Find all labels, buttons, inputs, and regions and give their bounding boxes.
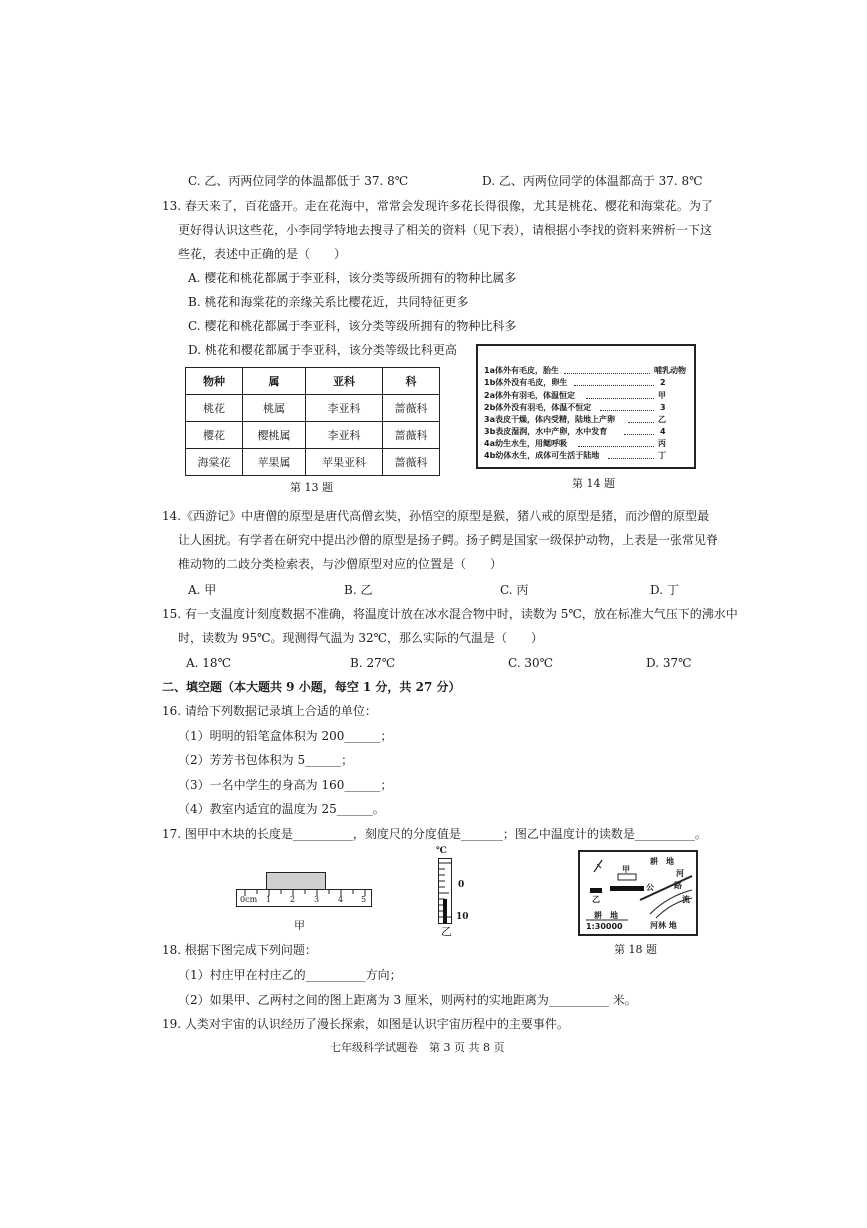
key-result: 丙 <box>658 439 666 448</box>
key-leader <box>564 367 650 374</box>
map-label-river: 流 <box>682 894 690 904</box>
key-row: 2b体外没有羽毛，体温不恒定 <box>484 403 592 412</box>
section-title: 二、填空题（本大题共 9 小题，每空 1 分，共 27 分） <box>162 680 461 694</box>
map-label-farmland: 耕 地 <box>650 856 674 866</box>
ruler-figure <box>236 872 372 906</box>
table-header-cell: 亚科 <box>306 368 383 395</box>
q15-stem-line2: 时，读数为 95℃。现测得气温为 32℃，那么实际的气温是（ ） <box>178 631 544 645</box>
table-cell: 樱花 <box>186 422 243 449</box>
q13-option-c: C. 樱花和桃花都属于李亚科，该分类等级所拥有的物种比科多 <box>188 319 517 333</box>
table-cell: 桃花 <box>186 395 243 422</box>
q15-option-b: B. 27℃ <box>350 656 396 670</box>
map-label-road: 公 <box>646 882 654 892</box>
q16-item: （2）芳芳书包体积为 5______； <box>178 753 354 767</box>
map-label-road: 路 <box>674 880 682 890</box>
thermometer-tube <box>438 858 452 924</box>
q16-stem: 16. 请给下列数据记录填上合适的单位： <box>162 704 377 718</box>
q16-item: （1）明明的铅笔盒体积为 200______； <box>178 729 393 743</box>
q14-option-c: C. 丙 <box>500 583 529 597</box>
table-cell: 苹果亚科 <box>306 449 383 476</box>
q16-item: （4）教室内适宜的温度为 25______。 <box>178 802 385 816</box>
map-figure <box>578 850 698 936</box>
key-result: 哺乳动物 <box>654 366 686 375</box>
key-result: 甲 <box>658 391 666 400</box>
q13-option-a: A. 樱花和桃花都属于李亚科，该分类等级所拥有的物种比属多 <box>188 271 517 285</box>
q18-caption: 第 18 题 <box>614 943 657 956</box>
key-leader <box>608 452 654 459</box>
ruler-tick-label: 2 <box>290 895 296 904</box>
q13-stem-line2: 更好得认识这些花，小李同学特地去搜寻了相关的资料（见下表），请根据小李找的资料来辨析一下这 <box>178 223 713 237</box>
key-row: 2a体外有羽毛，体温恒定 <box>484 391 575 400</box>
q12-option-c: C. 乙、丙两位同学的体温都低于 37. 8℃ <box>188 174 409 188</box>
q13-caption: 第 13 题 <box>290 481 333 494</box>
key-row: 4a幼生水生，用鳃呼吸 <box>484 439 567 448</box>
table-header-row <box>186 368 440 395</box>
map-label-river: 河 <box>676 868 684 878</box>
wood-block <box>266 872 326 890</box>
table-cell: 海棠花 <box>186 449 243 476</box>
q13-option-b: B. 桃花和海棠花的亲缘关系比樱花近，共同特征更多 <box>188 295 469 309</box>
q18-item2: （2）如果甲、乙两村之间的图上距离为 3 厘米，则两村的实地距离为__________ 米。 <box>178 993 637 1007</box>
ruler-tick-label: 1 <box>266 895 272 904</box>
ruler-tick-label: 4 <box>338 895 344 904</box>
table-cell: 李亚科 <box>306 422 383 449</box>
table-cell: 蔷薇科 <box>383 395 440 422</box>
q14-dichotomous-key <box>476 344 696 469</box>
thermo-scale <box>439 859 451 923</box>
ruler-tick-label: 0cm <box>240 895 258 904</box>
q14-option-a: A. 甲 <box>188 583 217 597</box>
key-result: 丁 <box>658 451 666 460</box>
key-leader <box>600 404 654 411</box>
q13-stem-line1: 13. 春天来了，百花盛开。走在花海中，常常会发现许多花长得很像，尤其是桃花、樱花和海棠花。为了 <box>162 199 713 213</box>
key-result: 乙 <box>658 415 666 424</box>
thermometer-figure <box>430 846 480 926</box>
key-row: 1a体外有毛皮，胎生 <box>484 366 559 375</box>
key-leader <box>578 440 654 447</box>
key-leader <box>628 416 654 423</box>
key-row: 1b体外没有毛皮，卵生 <box>484 378 568 387</box>
map-label-village-a: 甲 <box>622 864 630 874</box>
ruler-tick-label: 3 <box>314 895 320 904</box>
q14-stem-line2: 让人困扰。有学者在研究中提出沙僧的原型是扬子鳄。扬子鳄是国家一级保护动物，上表是一张常见脊 <box>178 533 719 547</box>
q15-option-c: C. 30℃ <box>508 656 554 670</box>
table-cell: 樱桃属 <box>243 422 306 449</box>
table-header-cell: 属 <box>243 368 306 395</box>
key-row: 3a表皮干燥，体内受精，陆地上产卵 <box>484 415 615 424</box>
thermo-unit: ℃ <box>436 846 447 856</box>
q14-option-d: D. 丁 <box>650 583 679 597</box>
q13-stem-line3: 些花，表述中正确的是（ ） <box>178 247 347 261</box>
table-cell: 桃属 <box>243 395 306 422</box>
q15-option-a: A. 18℃ <box>186 656 231 670</box>
map-label-farmland: 耕 地 <box>594 910 618 920</box>
map-label-forest: 河林 地 <box>650 920 677 930</box>
table-row <box>186 449 440 476</box>
table-cell: 蔷薇科 <box>383 449 440 476</box>
q14-option-b: B. 乙 <box>344 583 373 597</box>
q15-option-d: D. 37℃ <box>646 656 692 670</box>
q13-option-d: D. 桃花和樱花都属于李亚科，该分类等级比科更高 <box>188 343 457 357</box>
q17-stem: 17. 图甲中木块的长度是__________，刻度尺的分度值是_______；图乙中温度计的读数是__________。 <box>162 827 707 841</box>
key-result: 3 <box>660 403 666 412</box>
key-result: 2 <box>660 378 666 387</box>
key-row: 4b幼体水生，成体可生活于陆地 <box>484 451 600 460</box>
q18-stem: 18. 根据下图完成下列问题： <box>162 943 317 957</box>
q19-stem: 19. 人类对宇宙的认识经历了漫长探索，如图是认识宇宙历程中的主要事件。 <box>162 1017 569 1031</box>
table-cell: 李亚科 <box>306 395 383 422</box>
map-scale: 1:30000 <box>586 922 623 931</box>
table-row <box>186 395 440 422</box>
thermo-caption: 乙 <box>441 925 452 938</box>
key-row: 3b表皮湿润，水中产卵，水中发育 <box>484 427 608 436</box>
thermo-label-0: 0 <box>458 880 465 890</box>
table-cell: 苹果属 <box>243 449 306 476</box>
map-label-village-b: 乙 <box>592 894 600 904</box>
q12-option-d: D. 乙、丙两位同学的体温都高于 37. 8℃ <box>482 174 703 188</box>
ruler-caption: 甲 <box>294 919 305 932</box>
ruler <box>236 889 372 907</box>
q14-stem-line1: 14.《西游记》中唐僧的原型是唐代高僧玄奘，孙悟空的原型是猴，猪八戒的原型是猪，而沙僧的原型最 <box>162 509 710 523</box>
ruler-tick-label: 5 <box>361 895 367 904</box>
page-footer: 七年级科学试题卷 第 3 页 共 8 页 <box>330 1041 505 1054</box>
q18-item1: （1）村庄甲在村庄乙的__________方向； <box>178 968 402 982</box>
table-header-cell: 物种 <box>186 368 243 395</box>
q14-stem-line3: 椎动物的二歧分类检索表，与沙僧原型对应的位置是（ ） <box>178 557 503 571</box>
q15-stem-line1: 15. 有一支温度计刻度数据不准确，将温度计放在冰水混合物中时，读数为 5℃，放在标准大气压下的沸水中 <box>162 607 738 621</box>
q13-classification-table <box>185 367 440 476</box>
table-header-cell: 科 <box>383 368 440 395</box>
key-result: 4 <box>660 427 666 436</box>
thermo-label-10: 10 <box>456 912 469 922</box>
key-leader <box>624 428 654 435</box>
q14-caption: 第 14 题 <box>572 477 615 490</box>
key-leader <box>574 379 654 386</box>
key-leader <box>586 392 654 399</box>
table-row <box>186 422 440 449</box>
q16-item: （3）一名中学生的身高为 160______； <box>178 778 393 792</box>
table-cell: 蔷薇科 <box>383 422 440 449</box>
